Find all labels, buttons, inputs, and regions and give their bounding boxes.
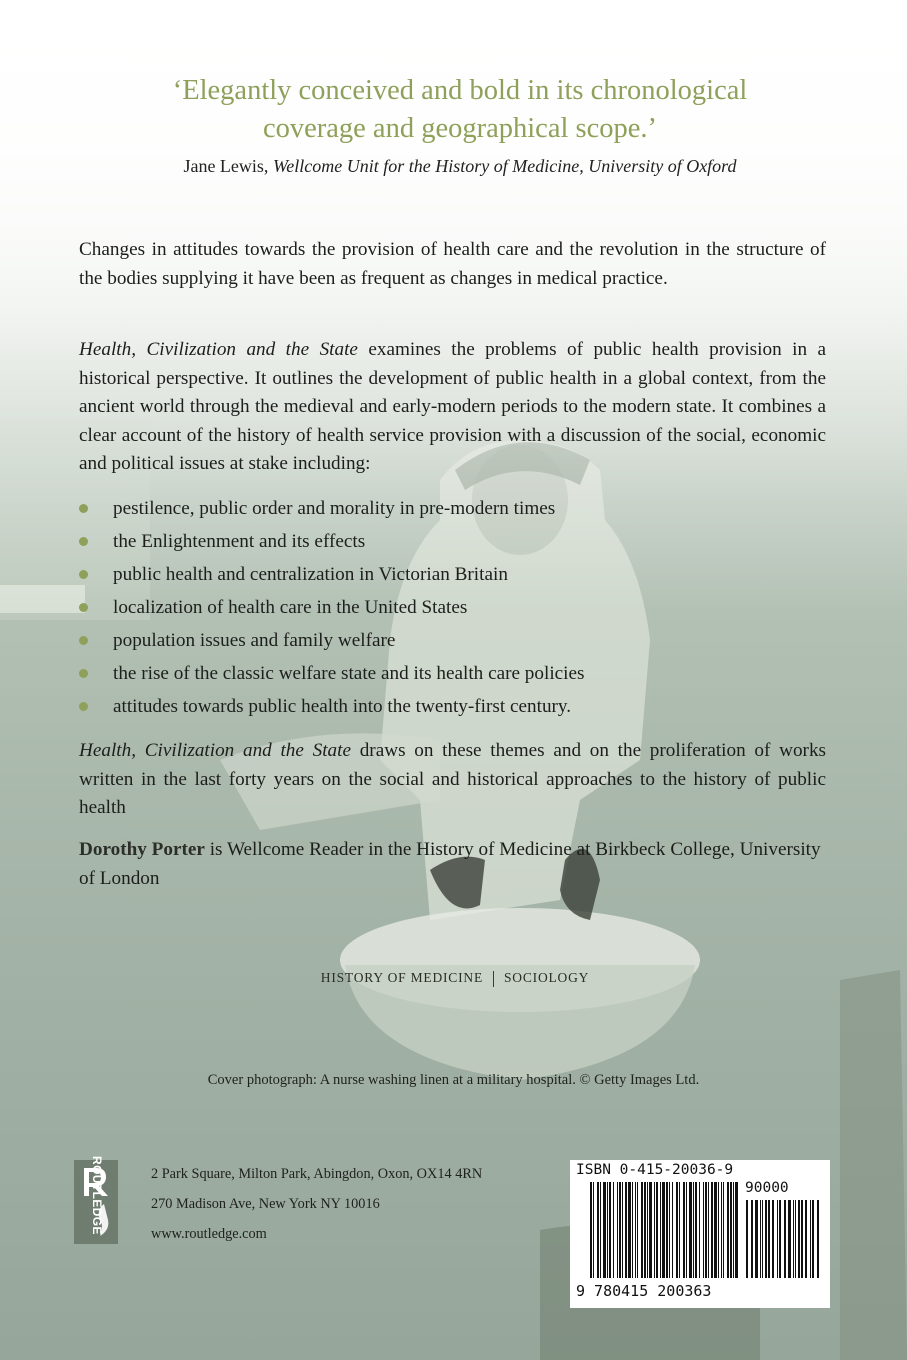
supplement-bar — [751, 1200, 753, 1278]
review-quote — [80, 72, 840, 148]
barcode-bar — [679, 1182, 680, 1278]
barcode-bar — [721, 1182, 722, 1278]
barcode-bar — [603, 1182, 606, 1278]
bullet-icon — [79, 669, 88, 678]
barcode-bar — [666, 1182, 668, 1278]
review-quote-line-1: ‘Elegantly conceived and bold in its chronological — [172, 75, 748, 106]
subject-history-of-medicine: HISTORY OF MEDICINE — [320, 970, 483, 985]
list-item — [79, 626, 826, 659]
price-supplement: 90000 — [745, 1180, 789, 1196]
barcode-bar — [662, 1182, 665, 1278]
barcode-bar — [600, 1182, 601, 1278]
supplement-bar — [810, 1200, 811, 1278]
author-bio — [79, 836, 826, 893]
description-paragraph-3 — [79, 737, 826, 823]
publisher-name: ROUTLEDGE — [90, 1156, 104, 1235]
supplement-bar — [768, 1200, 770, 1278]
supplement-bar — [817, 1200, 819, 1278]
list-item-text: population issues and family welfare — [113, 630, 396, 651]
barcode-bar — [735, 1182, 738, 1278]
barcode-bar — [628, 1182, 631, 1278]
book-title-inline: Health, Civilization and the State — [79, 339, 358, 360]
ean-number: 9 780415 200363 — [576, 1282, 712, 1300]
subject-sociology: SOCIOLOGY — [504, 970, 590, 985]
supplement-bar — [798, 1200, 800, 1278]
supplement-bar — [755, 1200, 758, 1278]
quote-author: Jane Lewis, — [183, 156, 273, 176]
list-item-text: attitudes towards public health into the twenty-first century. — [113, 696, 572, 717]
barcode-bar — [632, 1182, 633, 1278]
supplement-bar — [784, 1200, 786, 1278]
list-item-text: the rise of the classic welfare state and its health care policies — [113, 663, 585, 684]
bullet-icon — [79, 636, 88, 645]
barcode-bar — [654, 1182, 655, 1278]
author-bio-text: is Wellcome Reader in the History of Medicine at Birkbeck College, University of London — [79, 839, 821, 889]
book-title-inline: Health, Civilization and the State — [79, 740, 351, 761]
list-item-text: the Enlightenment and its effects — [113, 531, 366, 552]
isbn-number: ISBN 0-415-20036-9 — [576, 1162, 734, 1178]
publisher-website-link[interactable]: www.routledge.com — [151, 1226, 267, 1242]
isbn-barcode — [570, 1160, 830, 1308]
barcode-bar — [730, 1182, 732, 1278]
supplement-bar — [805, 1200, 807, 1278]
barcode-bar — [705, 1182, 707, 1278]
barcode-bar — [672, 1182, 673, 1278]
barcode-bar — [703, 1182, 704, 1278]
list-item-text: localization of health care in the United States — [113, 597, 468, 618]
barcode-bar — [656, 1182, 658, 1278]
quote-attribution — [80, 156, 840, 177]
bullet-icon — [79, 570, 88, 579]
topics-list — [79, 494, 826, 725]
supplement-bar — [793, 1200, 794, 1278]
barcode-bar — [641, 1182, 643, 1278]
cover-photo-credit: Cover photograph: A nurse washing linen at a military hospital. © Getty Images Ltd. — [207, 1072, 700, 1088]
bullet-icon — [79, 603, 88, 612]
list-item — [79, 692, 826, 725]
supplement-bar — [765, 1200, 767, 1278]
quote-affiliation: Wellcome Unit for the History of Medicine, University of Oxford — [272, 156, 737, 176]
barcode-bar — [625, 1182, 627, 1278]
barcode-bar — [613, 1182, 614, 1278]
barcode-bar — [676, 1182, 678, 1278]
supplement-bar — [788, 1200, 791, 1278]
subject-categories — [300, 970, 610, 987]
barcode-bar — [649, 1182, 652, 1278]
description-paragraph-2 — [79, 336, 826, 479]
supplement-bar — [762, 1200, 763, 1278]
barcode-bar — [609, 1182, 611, 1278]
barcode-bar — [695, 1182, 697, 1278]
publisher-address-uk: 2 Park Square, Milton Park, Abingdon, Oxon, OX14 4RN — [151, 1166, 483, 1182]
supplement-bar — [779, 1200, 781, 1278]
barcode-bar — [647, 1182, 648, 1278]
barcode-bar — [637, 1182, 638, 1278]
supplement-bar — [801, 1200, 803, 1278]
barcode-bar — [619, 1182, 621, 1278]
description-paragraph-3-text: draws on these themes and on the proliferation of works written in the last forty years on the social and historical approaches to the history of public health — [79, 740, 826, 818]
review-quote-line-2: coverage and geographical scope.’ — [262, 113, 658, 144]
subject-divider — [493, 971, 494, 987]
barcode-bar — [635, 1182, 636, 1278]
barcode-bar — [723, 1182, 724, 1278]
barcode-bar — [593, 1182, 594, 1278]
barcode-bar — [607, 1182, 608, 1278]
barcode-bar — [727, 1182, 729, 1278]
bullet-icon — [79, 702, 88, 711]
barcode-bar — [693, 1182, 694, 1278]
bullet-icon — [79, 504, 88, 513]
list-item — [79, 527, 826, 560]
barcode-bar — [644, 1182, 646, 1278]
list-item-text: public health and centralization in Victorian Britain — [113, 564, 508, 585]
supplement-bar — [812, 1200, 814, 1278]
barcode-bar — [708, 1182, 709, 1278]
description-paragraph-2-text: examines the problems of public health provision in a historical perspective. It outlines the development of public health in a global context, from the ancient world through the medieval and early-modern periods to the modern state. It combines a clear account of the history of health service provision with a discussion of the social, economic and political issues at stake including: — [79, 339, 826, 474]
list-item — [79, 659, 826, 692]
barcode-bar — [660, 1182, 661, 1278]
list-item — [79, 494, 826, 527]
barcode-bar — [617, 1182, 618, 1278]
supplement-bar — [777, 1200, 778, 1278]
barcode-bar — [699, 1182, 700, 1278]
barcode-bar — [669, 1182, 670, 1278]
barcode-bar — [714, 1182, 717, 1278]
supplement-bar — [795, 1200, 796, 1278]
barcode-bars — [590, 1182, 825, 1282]
barcode-bar — [689, 1182, 692, 1278]
barcode-bar — [622, 1182, 623, 1278]
description-paragraph-1: Changes in attitudes towards the provision of health care and the revolution in the structure of the bodies supplying it have been as frequent as changes in medical practice. — [79, 239, 826, 289]
barcode-bar — [733, 1182, 734, 1278]
barcode-bar — [683, 1182, 685, 1278]
barcode-bar — [686, 1182, 687, 1278]
list-item — [79, 560, 826, 593]
publisher-address-us: 270 Madison Ave, New York NY 10016 — [151, 1196, 380, 1212]
barcode-bar — [711, 1182, 713, 1278]
author-name: Dorothy Porter — [79, 839, 205, 860]
supplement-bar — [772, 1200, 774, 1278]
barcode-bar — [590, 1182, 592, 1278]
supplement-bar — [746, 1200, 748, 1278]
supplement-bar — [760, 1200, 761, 1278]
bullet-icon — [79, 537, 88, 546]
list-item — [79, 593, 826, 626]
barcode-bar — [597, 1182, 599, 1278]
barcode-bar — [718, 1182, 719, 1278]
list-item-text: pestilence, public order and morality in pre-modern times — [113, 498, 556, 519]
